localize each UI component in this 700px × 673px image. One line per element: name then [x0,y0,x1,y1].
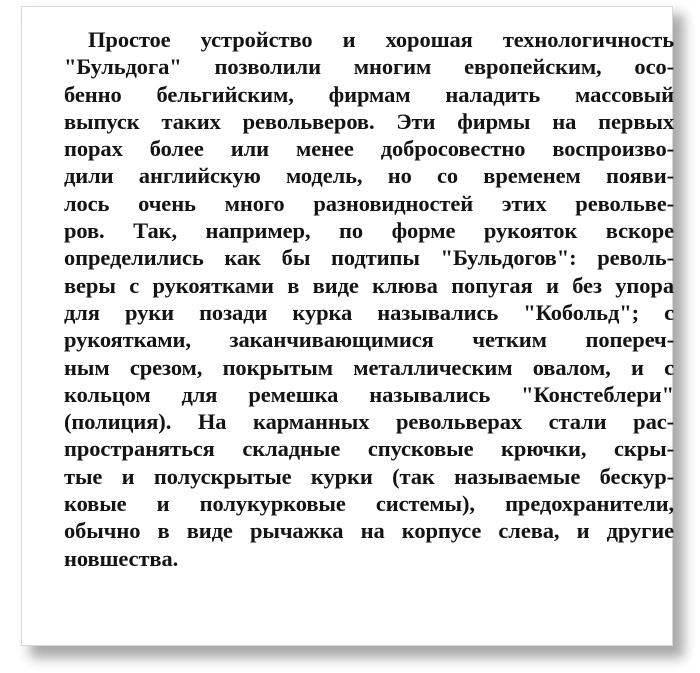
text-line: рукоятками, заканчивающимися четким попереч- [64,327,674,353]
text-line: дили английскую модель, но со временем появи- [64,163,674,189]
text-line: ковые и полукурковые системы), предохранители, [64,491,674,517]
text-line: выпуск таких револьверов. Эти фирмы на первых [64,108,674,134]
text-line: определились как бы подтипы "Бульдогов": револь- [64,245,674,271]
text-line: "Бульдога" позволили многим европейским, осо- [64,54,674,80]
text-line: обычно в виде рычажка на корпусе слева, и другие [64,518,674,544]
text-line: лось очень много разновидностей этих револьве- [64,190,674,216]
paragraph [64,26,674,572]
text-line: кольцом для ремешка назывались "Констеблери" [64,381,674,407]
text-line: пространяться складные спусковые крючки, скры- [64,436,674,462]
text-line: бенно бельгийским, фирмам наладить массовый [64,81,674,107]
text-line: ров. Так, например, по форме рукояток вскоре [64,218,674,244]
scanned-page [21,6,673,646]
text-line: порах более или менее добросовестно воспроизво- [64,136,674,162]
text-line: тые и полускрытые курки (так называемые бескур- [64,463,674,489]
text-line: для руки позади курка назывались "Кобольд"; с [64,299,674,325]
text-line: веры с рукоятками в виде клюва попугая и без упора [64,272,674,298]
text-line: ным срезом, покрытым металлическим овалом, и с [64,354,674,380]
text-line: (полиция). На карманных револьверах стали рас- [64,409,674,435]
text-line: новшества. [64,545,179,571]
text-line: Простое устройство и хорошая технологичность [88,27,674,52]
